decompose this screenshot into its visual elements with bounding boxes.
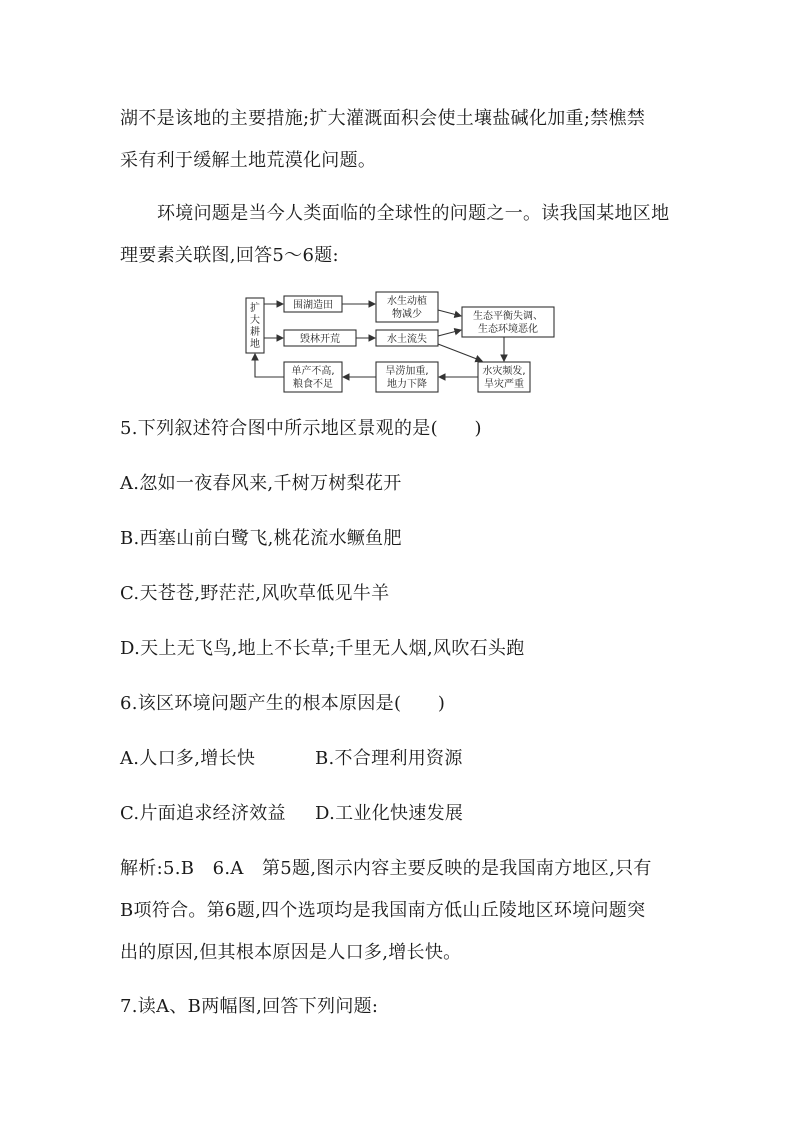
question-7: 7.读A、B两幅图,回答下列问题: [120, 996, 379, 1017]
box-deforest-label: 毁林开荒 [300, 334, 340, 345]
arrow [438, 310, 461, 316]
box-flood-label: 旱灾严重 [484, 379, 524, 390]
text-line: 采有利于缓解土地荒漠化问题。 [120, 150, 377, 171]
box-soil-loss-label: 水土流失 [387, 334, 427, 345]
geography-relation-diagram [240, 290, 560, 400]
box-expand-label: 大 [250, 315, 260, 326]
question-5: 5.下列叙述符合图中所示地区景观的是( ) [120, 418, 482, 439]
option-6c: C.片面追求经济效益 [120, 803, 286, 824]
answer-analysis: B项符合。第6题,四个选项均是我国南方低山丘陵地区环境问题突 [120, 900, 646, 921]
arrow [438, 344, 482, 361]
box-drought-label: 地力下降 [387, 379, 427, 390]
option-6b: B.不合理利用资源 [315, 748, 463, 769]
box-wildlife-label: 物减少 [392, 309, 422, 320]
option-6a: A.人口多,增长快 [120, 748, 256, 769]
option-5a: A.忽如一夜春风来,千树万树梨花开 [120, 473, 402, 494]
text-line: 湖不是该地的主要措施;扩大灌溉面积会使土壤盐碱化加重;禁樵禁 [120, 108, 646, 129]
question-6: 6.该区环境问题产生的根本原因是( ) [120, 693, 446, 714]
option-5d: D.天上无飞鸟,地上不长草;千里无人烟,风吹石头跑 [120, 638, 525, 659]
box-yield-label: 单产不高, [291, 366, 335, 377]
box-flood-label: 水灾频发, [482, 366, 526, 377]
arrow [438, 330, 461, 336]
arrow [255, 354, 284, 377]
box-eco-label: 生态环境恶化 [478, 324, 538, 335]
option-5c: C.天苍苍,野茫茫,风吹草低见牛羊 [120, 583, 390, 604]
box-drought-label: 旱涝加重, [385, 366, 429, 377]
box-yield-label: 粮食不足 [293, 379, 333, 390]
answer-analysis: 出的原因,但其根本原因是人口多,增长快。 [120, 942, 462, 963]
box-eco-label: 生态平衡失调、 [473, 311, 543, 322]
box-expand-label: 扩 [250, 303, 260, 314]
box-expand-label: 耕 [250, 327, 260, 338]
answer-analysis: 解析:5.B 6.A 第5题,图示内容主要反映的是我国南方地区,只有 [120, 858, 652, 879]
option-6d: D.工业化快速发展 [315, 803, 464, 824]
box-reclaim-label: 围湖造田 [293, 300, 333, 311]
box-wildlife-label: 水生动植 [387, 296, 427, 307]
option-5b: B.西塞山前白鹭飞,桃花流水鳜鱼肥 [120, 528, 402, 549]
box-expand-label: 地 [250, 339, 260, 350]
text-line: 环境问题是当今人类面临的全球性的问题之一。读我国某地区地 [157, 203, 670, 224]
text-line: 理要素关联图,回答5～6题: [120, 245, 339, 266]
